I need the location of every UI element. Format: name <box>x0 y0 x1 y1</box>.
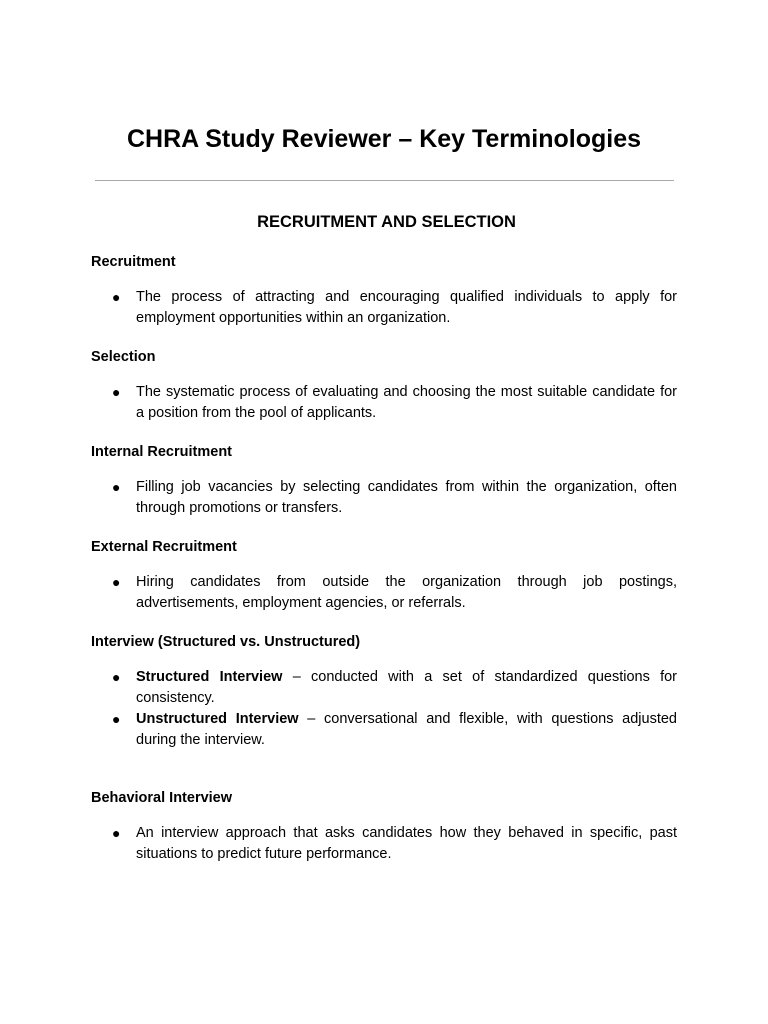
bullet-icon: ● <box>112 825 121 841</box>
term-bullets-internal-recruitment <box>91 477 677 519</box>
document-title: CHRA Study Reviewer – Key Terminologies <box>126 125 642 153</box>
list-item <box>91 709 677 751</box>
bullet-text: – conducted with a set of standardized questions for consistency. <box>136 669 678 706</box>
list-item <box>91 572 677 614</box>
bullet-icon: ● <box>112 711 121 727</box>
bullet-bold-term: Unstructured Interview <box>136 711 299 727</box>
bullet-icon: ● <box>112 384 121 400</box>
term-heading-interview: Interview (Structured vs. Unstructured) <box>91 634 361 650</box>
list-item <box>91 823 677 865</box>
term-heading-recruitment: Recruitment <box>91 254 176 270</box>
term-bullets-selection <box>91 382 677 424</box>
title-divider <box>95 180 674 181</box>
term-heading-selection: Selection <box>91 349 156 365</box>
bullet-icon: ● <box>112 669 121 685</box>
bullet-text: The systematic process of evaluating and choosing the most suitable candidate for a position from the pool of applicants. <box>136 384 677 421</box>
bullet-icon: ● <box>112 479 121 495</box>
term-bullets-behavioral-interview <box>91 823 677 865</box>
term-bullets-interview <box>91 667 677 751</box>
bullet-text: The process of attracting and encouraging qualified individuals to apply for employment opportunities within an organization. <box>136 289 677 326</box>
bullet-icon: ● <box>112 574 121 590</box>
term-bullets-recruitment <box>91 287 677 329</box>
term-bullets-external-recruitment <box>91 572 677 614</box>
bullet-text: – conversational and flexible, with questions adjusted during the interview. <box>136 711 677 748</box>
bullet-icon: ● <box>112 289 121 305</box>
bullet-text: An interview approach that asks candidates how they behaved in specific, past situations to predict future performance. <box>136 825 677 862</box>
term-heading-internal-recruitment: Internal Recruitment <box>91 444 232 460</box>
list-item <box>91 667 677 709</box>
list-item <box>91 287 677 329</box>
section-heading: RECRUITMENT AND SELECTION <box>257 213 516 231</box>
term-heading-behavioral-interview: Behavioral Interview <box>91 790 233 806</box>
bullet-text: Filling job vacancies by selecting candidates from within the organization, often through promotions or transfers. <box>136 479 677 516</box>
list-item <box>91 477 677 519</box>
term-heading-external-recruitment: External Recruitment <box>91 539 237 555</box>
bullet-text: Hiring candidates from outside the organization through job postings, advertisements, employment agencies, or referrals. <box>136 574 677 611</box>
bullet-bold-term: Structured Interview <box>136 669 283 685</box>
list-item <box>91 382 677 424</box>
